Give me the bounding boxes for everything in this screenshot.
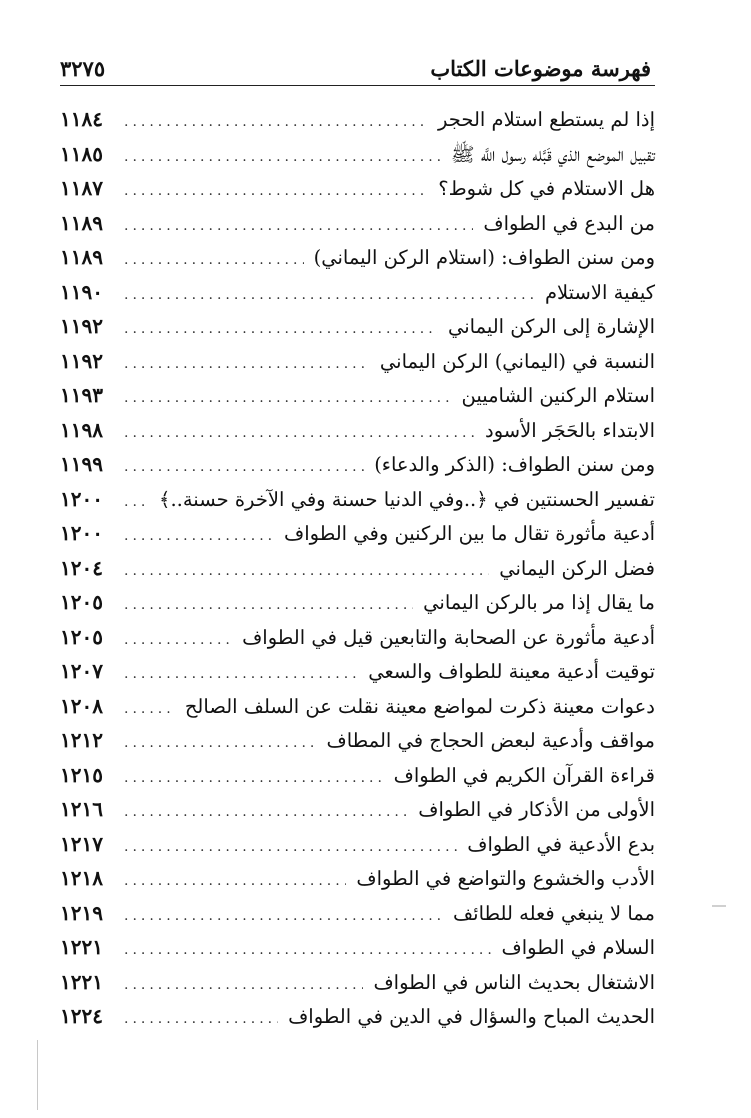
toc-entry-page: ١٢١٥	[60, 762, 103, 787]
toc-entry-title: النسبة في (اليماني) الركن اليماني	[379, 349, 655, 373]
toc-entry	[60, 930, 655, 965]
page-number: ٣٢٧٥	[60, 56, 106, 81]
toc-entry-page: ١١٨٧	[60, 176, 103, 200]
toc-entry	[60, 585, 655, 620]
toc-entry	[60, 102, 655, 137]
toc-entry-title: كيفية الاستلام	[544, 280, 655, 304]
table-of-contents	[60, 102, 655, 1034]
toc-entry-page: ١٢٢٤	[60, 1004, 103, 1028]
toc-entry-title: مما لا ينبغي فعله للطائف	[452, 901, 655, 925]
toc-entry	[60, 344, 655, 379]
toc-entry-page: ١٢٠٤	[60, 555, 103, 580]
dot-leader	[124, 623, 232, 658]
toc-entry-page: ١٢١٨	[60, 866, 103, 890]
dot-leader	[124, 554, 489, 589]
toc-entry-page: ١١٩٢	[60, 348, 103, 373]
dot-leader	[124, 209, 473, 244]
toc-entry-title: أدعية مأثورة تقال ما بين الركنين وفي الطواف	[284, 522, 655, 545]
toc-entry-page: ١١٩٨	[60, 417, 103, 442]
dot-leader	[124, 830, 457, 865]
toc-entry-page: ١٢١٦	[60, 797, 103, 821]
toc-entry-page: ١١٨٤	[60, 107, 103, 131]
toc-entry	[60, 758, 655, 793]
toc-entry-title: السلام في الطواف	[501, 936, 655, 959]
toc-entry	[60, 896, 655, 931]
page-header	[60, 40, 655, 86]
dot-leader	[124, 485, 149, 520]
toc-entry	[60, 516, 655, 551]
toc-entry	[60, 792, 655, 827]
toc-entry	[60, 413, 655, 448]
toc-entry	[60, 137, 655, 172]
dot-leader	[124, 381, 451, 416]
toc-entry-title: الإشارة إلى الركن اليماني	[447, 315, 655, 338]
toc-entry	[60, 620, 655, 655]
toc-entry-title: تقبيل الموضع الذي قَبَّله رسول اللَّه ﷺ	[450, 142, 655, 166]
toc-entry-page: ١٢٢١	[60, 935, 103, 959]
scan-artifact	[712, 905, 726, 907]
document-page	[60, 40, 655, 1034]
toc-entry-page: ١١٩٩	[60, 452, 103, 476]
toc-entry-title: من البدع في الطواف	[483, 211, 655, 235]
toc-entry	[60, 551, 655, 586]
toc-entry-title: استلام الركنين الشاميين	[461, 384, 655, 407]
toc-entry-page: ١١٨٩	[60, 245, 103, 269]
dot-leader	[124, 864, 346, 899]
toc-entry	[60, 275, 655, 310]
toc-entry-page: ١١٩٣	[60, 383, 103, 407]
toc-entry-title: دعوات معينة ذكرت لمواضع معينة نقلت عن السلف الصالح	[184, 694, 655, 718]
toc-entry-page: ١٢٠٥	[60, 590, 103, 614]
dot-leader	[124, 347, 370, 382]
toc-entry	[60, 861, 655, 896]
toc-entry-title: ومن سنن الطواف: (الذكر والدعاء)	[374, 453, 655, 476]
toc-entry	[60, 689, 655, 724]
toc-entry-title: توقيت أدعية معينة للطواف والسعي	[368, 660, 655, 683]
toc-entry	[60, 965, 655, 1000]
dot-leader	[124, 140, 441, 175]
toc-entry	[60, 482, 655, 517]
toc-entry-title: تفسير الحسنتين في ﴿..وفي الدنيا حسنة وفي الآخرة حسنة..﴾	[159, 487, 655, 511]
running-title: فهرسة موضوعات الكتاب	[430, 56, 651, 81]
dot-leader	[124, 243, 304, 278]
toc-entry-page: ١١٩٠	[60, 279, 103, 304]
toc-entry-title: الاشتغال بحديث الناس في الطواف	[373, 970, 655, 994]
dot-leader	[124, 726, 317, 761]
dot-leader	[124, 968, 363, 1003]
toc-entry-page: ١٢٢١	[60, 969, 103, 994]
toc-entry-page: ١١٩٢	[60, 314, 103, 338]
toc-entry-title: قراءة القرآن الكريم في الطواف	[393, 763, 655, 787]
toc-entry	[60, 240, 655, 275]
toc-entry	[60, 309, 655, 344]
dot-leader	[124, 278, 535, 313]
toc-entry	[60, 827, 655, 862]
toc-entry	[60, 378, 655, 413]
dot-leader	[124, 105, 428, 140]
toc-entry-title: ما يقال إذا مر بالركن اليماني	[423, 591, 655, 614]
toc-entry-page: ١٢١٢	[60, 728, 103, 752]
dot-leader	[124, 899, 443, 934]
scan-artifact	[37, 1040, 38, 1110]
toc-entry-title: هل الاستلام في كل شوط؟	[438, 177, 655, 200]
toc-entry-page: ١٢٠٥	[60, 624, 103, 649]
toc-entry-title: الأدب والخشوع والتواضع في الطواف	[356, 867, 655, 890]
dot-leader	[124, 692, 175, 727]
dot-leader	[124, 761, 384, 796]
toc-entry	[60, 999, 655, 1034]
toc-entry-page: ١٢٠٧	[60, 659, 103, 683]
toc-entry-page: ١١٨٩	[60, 210, 103, 235]
toc-entry-title: بدع الأدعية في الطواف	[467, 832, 655, 856]
toc-entry-title: الأولى من الأذكار في الطواف	[418, 798, 655, 821]
toc-entry	[60, 171, 655, 206]
dot-leader	[124, 933, 492, 968]
dot-leader	[124, 416, 475, 451]
dot-leader	[124, 1002, 278, 1037]
toc-entry	[60, 723, 655, 758]
toc-entry-page: ١٢٠٠	[60, 521, 103, 545]
toc-entry-title: ومن سنن الطواف: (استلام الركن اليماني)	[313, 246, 655, 269]
dot-leader	[124, 588, 413, 623]
dot-leader	[124, 795, 408, 830]
toc-entry-title: مواقف وأدعية لبعض الحجاج في المطاف	[326, 729, 655, 752]
toc-entry-page: ١١٨٥	[60, 141, 103, 166]
toc-entry	[60, 447, 655, 482]
toc-entry-title: الابتداء بالحَجَر الأسود	[485, 418, 655, 442]
toc-entry-title: الحديث المباح والسؤال في الدين في الطواف	[288, 1005, 655, 1028]
toc-entry	[60, 206, 655, 241]
dot-leader	[124, 450, 364, 485]
toc-entry-title: إذا لم يستطع استلام الحجر	[438, 108, 655, 131]
toc-entry-page: ١٢١٩	[60, 900, 103, 925]
dot-leader	[124, 519, 274, 554]
toc-entry-page: ١٢٠٨	[60, 693, 103, 718]
dot-leader	[124, 174, 428, 209]
toc-entry-title: فضل الركن اليماني	[499, 556, 655, 580]
dot-leader	[124, 312, 438, 347]
toc-entry-page: ١٢١٧	[60, 831, 103, 856]
toc-entry-page: ١٢٠٠	[60, 486, 103, 511]
toc-entry	[60, 654, 655, 689]
dot-leader	[124, 657, 358, 692]
toc-entry-title: أدعية مأثورة عن الصحابة والتابعين قيل في الطواف	[242, 625, 655, 649]
